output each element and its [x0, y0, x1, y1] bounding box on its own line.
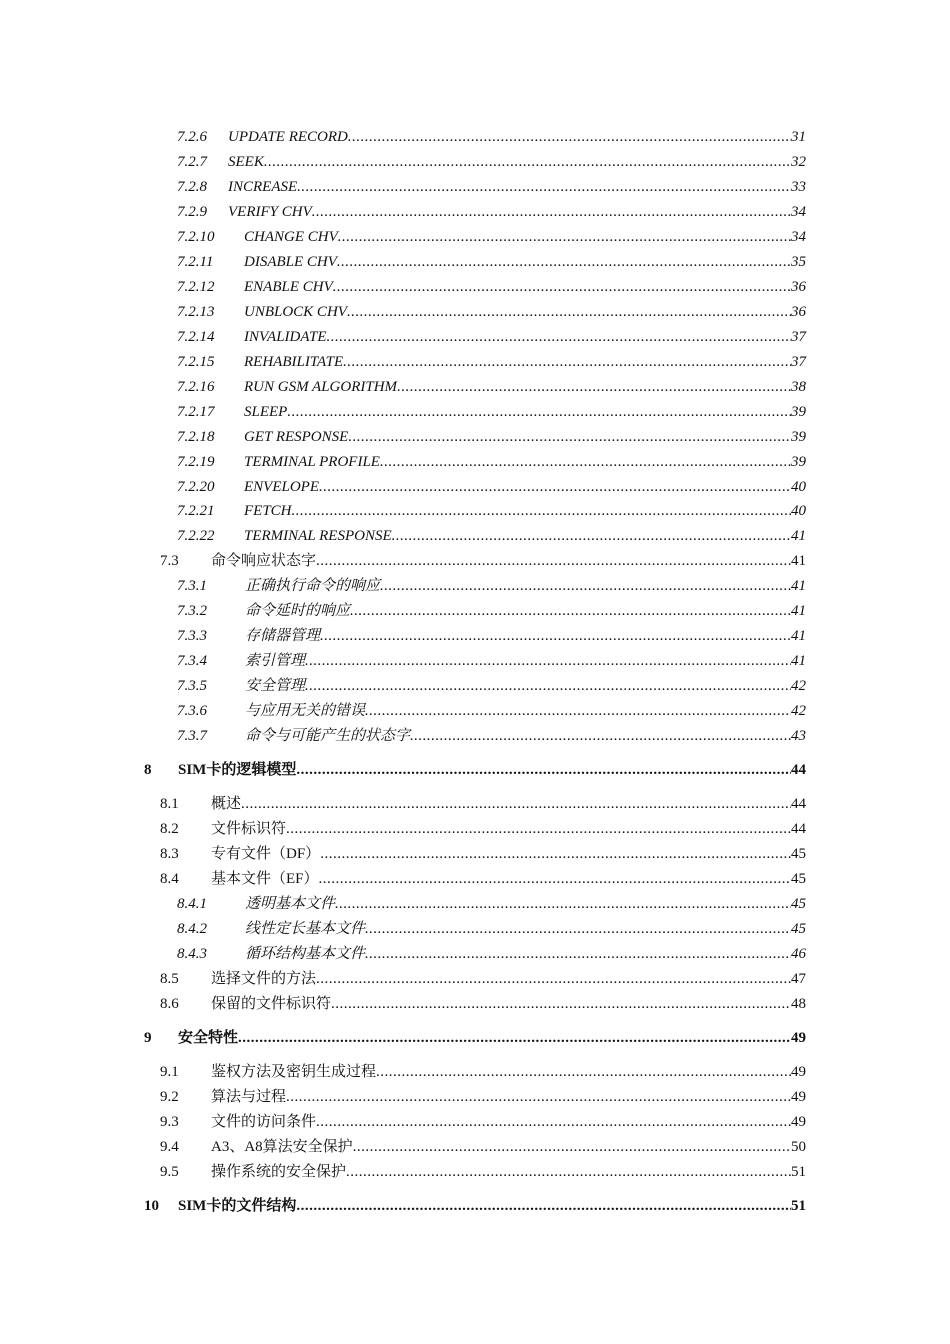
toc-page: 41 [791, 653, 806, 669]
toc-page: 51 [791, 1198, 806, 1214]
toc-title: 命令延时的响应 [245, 603, 351, 619]
toc-number: 8.4.3 [177, 946, 207, 962]
toc-title: FETCH [244, 503, 292, 519]
toc-number: 7.3.4 [177, 653, 207, 669]
toc-leader [319, 868, 791, 890]
toc-title: GET RESPONSE [244, 429, 349, 445]
toc-title: 透明基本文件 [245, 896, 336, 912]
toc-entry[interactable] [177, 600, 806, 622]
toc-number: 8.5 [160, 971, 179, 987]
toc-title: REHABILITATE [244, 354, 344, 370]
toc-leader [380, 451, 791, 473]
toc-page: 40 [791, 479, 806, 495]
toc-number: 7.2.22 [177, 528, 215, 544]
toc-leader [380, 575, 791, 597]
toc-page: 39 [791, 454, 806, 470]
toc-page: 44 [791, 762, 806, 778]
toc-leader [365, 918, 791, 940]
toc-leader [350, 600, 791, 622]
toc-title: 鉴权方法及密钥生成过程 [211, 1064, 377, 1080]
toc-entry[interactable] [177, 276, 806, 298]
toc-number: 8.2 [160, 821, 179, 837]
toc-leader [348, 126, 791, 148]
toc-number: 7.3.5 [177, 678, 207, 694]
toc-entry[interactable] [177, 151, 806, 173]
toc-page: 41 [791, 578, 806, 594]
toc-entry[interactable] [160, 1061, 806, 1083]
toc-number: 7.3.3 [177, 628, 207, 644]
toc-number: 7.2.11 [177, 254, 214, 270]
toc-entry[interactable] [177, 525, 806, 547]
toc-number: 7.2.13 [177, 304, 215, 320]
toc-entry[interactable] [177, 351, 806, 373]
toc-title: 文件标识符 [211, 821, 287, 837]
toc-entry[interactable] [160, 550, 806, 572]
toc-number: 7.2.12 [177, 279, 215, 295]
toc-leader [338, 226, 791, 248]
toc-title: ENVELOPE [244, 479, 319, 495]
toc-title: 线性定长基本文件 [245, 921, 366, 937]
toc-entry[interactable] [160, 968, 806, 990]
toc-number: 7.2.17 [177, 404, 215, 420]
toc-title: SIM卡的文件结构 [178, 1198, 297, 1214]
toc-entry[interactable] [177, 918, 806, 940]
toc-page: 36 [791, 279, 806, 295]
toc-page: 36 [791, 304, 806, 320]
toc-title: 安全特性 [178, 1030, 239, 1046]
toc-entry[interactable] [160, 868, 806, 890]
toc-page: 40 [791, 503, 806, 519]
toc-leader [365, 700, 791, 722]
toc-title: 操作系统的安全保护 [211, 1164, 347, 1180]
toc-entry[interactable] [177, 500, 806, 522]
toc-title: 索引管理 [245, 653, 306, 669]
toc-page: 39 [791, 429, 806, 445]
toc-page: 45 [791, 921, 806, 937]
toc-entry[interactable] [177, 176, 806, 198]
toc-number: 8.4.2 [177, 921, 207, 937]
toc-page: 49 [791, 1114, 806, 1130]
toc-number: 7.2.20 [177, 479, 215, 495]
toc-leader [319, 476, 791, 498]
toc-entry[interactable] [177, 251, 806, 273]
toc-page: 42 [791, 703, 806, 719]
toc-title: UNBLOCK CHV [244, 304, 347, 320]
toc-title: 选择文件的方法 [211, 971, 317, 987]
toc-page: 41 [791, 628, 806, 644]
toc-leader [241, 793, 791, 815]
toc-leader [286, 1086, 791, 1108]
toc-page: 41 [791, 528, 806, 544]
toc-title: SEEK [228, 154, 264, 170]
toc-number: 9.2 [160, 1089, 179, 1105]
toc-entry[interactable] [144, 759, 806, 781]
toc-page: 34 [791, 229, 806, 245]
toc-title: 与应用无关的错误 [245, 703, 366, 719]
toc-title: 存储器管理 [245, 628, 321, 644]
toc-leader [347, 301, 791, 323]
toc-number: 9.4 [160, 1139, 179, 1155]
toc-number: 7.2.19 [177, 454, 215, 470]
toc-title: 基本文件（EF） [211, 871, 319, 887]
toc-leader [297, 176, 791, 198]
toc-entry[interactable] [177, 575, 806, 597]
toc-title: VERIFY CHV [228, 204, 312, 220]
toc-number: 7.2.7 [177, 154, 207, 170]
toc-title: 正确执行命令的响应 [245, 578, 381, 594]
toc-leader [327, 326, 792, 348]
toc-entry[interactable] [177, 476, 806, 498]
toc-leader [305, 650, 791, 672]
toc-number: 7.2.9 [177, 204, 207, 220]
toc-entry[interactable] [160, 1161, 806, 1183]
toc-title: 命令响应状态字 [211, 553, 317, 569]
toc-number: 10 [144, 1198, 159, 1214]
toc-leader [312, 201, 791, 223]
toc-page: 43 [791, 728, 806, 744]
toc-number: 7.3.6 [177, 703, 207, 719]
toc-entry[interactable] [160, 1136, 806, 1158]
toc-page: 44 [791, 821, 806, 837]
toc-title: 安全管理 [245, 678, 306, 694]
toc-page: 42 [791, 678, 806, 694]
toc-entry[interactable] [177, 700, 806, 722]
toc-leader [397, 376, 791, 398]
toc-page: 37 [791, 354, 806, 370]
toc-page: 46 [791, 946, 806, 962]
toc-leader [335, 893, 791, 915]
toc-entry[interactable] [160, 843, 806, 865]
toc-page: 38 [791, 379, 806, 395]
toc-page: 34 [791, 204, 806, 220]
toc-page: 48 [791, 996, 806, 1012]
toc-entry[interactable] [177, 226, 806, 248]
toc-title: INVALIDATE [244, 329, 327, 345]
toc-entry[interactable] [160, 1086, 806, 1108]
toc-page: 37 [791, 329, 806, 345]
toc-leader [331, 993, 791, 1015]
toc-entry[interactable] [160, 993, 806, 1015]
toc-number: 8 [144, 762, 152, 778]
toc-leader [287, 401, 791, 423]
toc-page: 49 [791, 1089, 806, 1105]
toc-entry[interactable] [144, 1027, 806, 1049]
toc-page: 49 [791, 1064, 806, 1080]
toc-leader [392, 525, 791, 547]
toc-number: 7.3.2 [177, 603, 207, 619]
toc-page: 41 [791, 553, 806, 569]
toc-page: 33 [791, 179, 806, 195]
toc-title: 专有文件（DF） [211, 846, 321, 862]
toc-leader [337, 251, 791, 273]
toc-number: 7.2.14 [177, 329, 215, 345]
toc-entry[interactable] [177, 725, 806, 747]
toc-number: 9.3 [160, 1114, 179, 1130]
toc-title: 循环结构基本文件 [245, 946, 366, 962]
toc-page: 50 [791, 1139, 806, 1155]
toc-entry[interactable] [160, 1111, 806, 1133]
toc-page: 41 [791, 603, 806, 619]
toc-entry[interactable] [177, 326, 806, 348]
toc-leader [343, 351, 791, 373]
toc-leader [320, 843, 791, 865]
toc-entry[interactable] [177, 301, 806, 323]
toc-entry[interactable] [177, 401, 806, 423]
toc-number: 7.2.16 [177, 379, 215, 395]
toc-page: 47 [791, 971, 806, 987]
toc-number: 7.3.1 [177, 578, 207, 594]
toc-leader [316, 968, 791, 990]
toc-title: TERMINAL RESPONSE [244, 528, 392, 544]
toc-page: 31 [791, 129, 806, 145]
toc-number: 7.2.8 [177, 179, 207, 195]
toc-entry[interactable] [177, 451, 806, 473]
toc-entry[interactable] [160, 818, 806, 840]
toc-leader [410, 725, 791, 747]
toc-leader [296, 759, 791, 781]
toc-entry[interactable] [177, 201, 806, 223]
toc-title: 命令与可能产生的状态字 [245, 728, 411, 744]
toc-leader [316, 550, 791, 572]
toc-entry[interactable] [177, 675, 806, 697]
toc-leader [320, 625, 791, 647]
toc-leader [365, 943, 791, 965]
toc-title: UPDATE RECORD [228, 129, 348, 145]
toc-entry[interactable] [144, 1195, 806, 1217]
toc-leader [353, 1136, 791, 1158]
toc-title: DISABLE CHV [244, 254, 337, 270]
toc-title: RUN GSM ALGORITHM [244, 379, 398, 395]
toc-entry[interactable] [177, 126, 806, 148]
toc-leader [333, 276, 791, 298]
toc-entry[interactable] [177, 376, 806, 398]
toc-number: 8.4 [160, 871, 179, 887]
toc-leader [316, 1111, 791, 1133]
toc-number: 8.3 [160, 846, 179, 862]
toc-title: INCREASE [228, 179, 298, 195]
toc-title: SIM卡的逻辑模型 [178, 762, 297, 778]
toc-number: 7.3.7 [177, 728, 207, 744]
toc-title: TERMINAL PROFILE [244, 454, 380, 470]
toc-title: 概述 [211, 796, 242, 812]
toc-leader [264, 151, 791, 173]
toc-entry[interactable] [177, 650, 806, 672]
toc-number: 7.2.10 [177, 229, 215, 245]
toc-page: 39 [791, 404, 806, 420]
toc-leader [286, 818, 791, 840]
toc-leader [238, 1027, 791, 1049]
toc-leader [346, 1161, 791, 1183]
toc-number: 9.1 [160, 1064, 179, 1080]
toc-number: 7.2.21 [177, 503, 215, 519]
toc-leader [348, 426, 791, 448]
toc-number: 7.2.18 [177, 429, 215, 445]
toc-number: 7.2.6 [177, 129, 207, 145]
toc-number: 7.2.15 [177, 354, 215, 370]
toc-title: 保留的文件标识符 [211, 996, 332, 1012]
toc-number: 9.5 [160, 1164, 179, 1180]
toc-title: ENABLE CHV [244, 279, 333, 295]
toc-entry[interactable] [177, 625, 806, 647]
toc-number: 8.1 [160, 796, 179, 812]
toc-title: A3、A8算法安全保护 [211, 1139, 353, 1155]
toc-entry[interactable] [177, 426, 806, 448]
toc-title: CHANGE CHV [244, 229, 338, 245]
toc-number: 7.3 [160, 553, 179, 569]
toc-entry[interactable] [177, 943, 806, 965]
toc-page: 35 [791, 254, 806, 270]
toc-page: 49 [791, 1030, 806, 1046]
toc-page: 45 [791, 846, 806, 862]
toc-number: 9 [144, 1030, 152, 1046]
toc-leader [376, 1061, 791, 1083]
toc-entry[interactable] [160, 793, 806, 815]
toc-title: 文件的访问条件 [211, 1114, 317, 1130]
toc-title: 算法与过程 [211, 1089, 287, 1105]
toc-number: 8.4.1 [177, 896, 207, 912]
toc-page: 45 [791, 896, 806, 912]
toc-leader [292, 500, 791, 522]
toc-page: 32 [791, 154, 806, 170]
toc-page: 44 [791, 796, 806, 812]
toc-leader [296, 1195, 791, 1217]
toc-leader [305, 675, 791, 697]
toc-entry[interactable] [177, 893, 806, 915]
toc-number: 8.6 [160, 996, 179, 1012]
toc-page: 51 [791, 1164, 806, 1180]
toc-page: 45 [791, 871, 806, 887]
toc-title: SLEEP [244, 404, 288, 420]
